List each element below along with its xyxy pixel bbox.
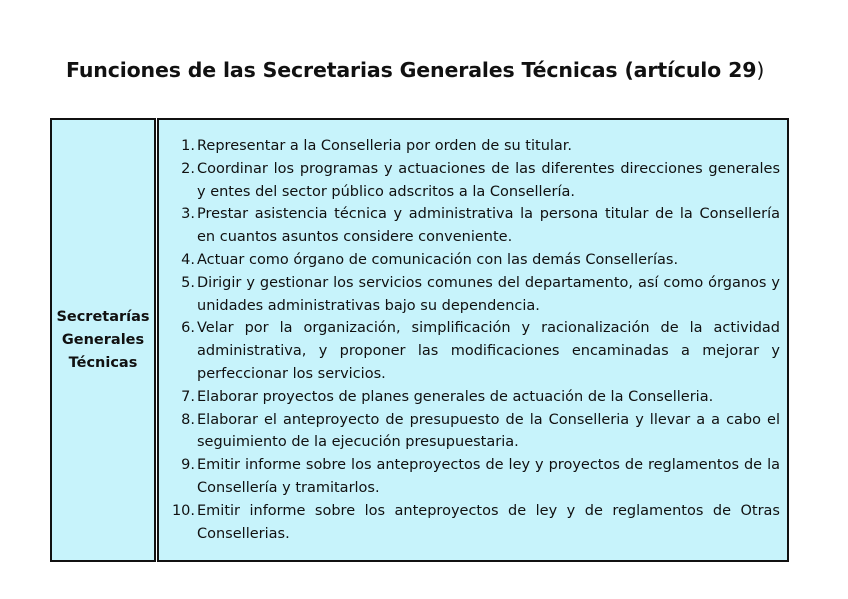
function-item-9 (159, 454, 780, 500)
secretarias-label-line-1: Secretarías (56, 308, 150, 325)
function-text: Emitir informe sobre los anteproyectos de ley y de reglamentos de Otras Consellerias. (197, 502, 780, 542)
secretarias-label-line-3: Técnicas (68, 354, 138, 371)
function-text: Elaborar proyectos de planes generales de actuación de la Conselleria. (197, 388, 714, 405)
page-title (66, 58, 764, 82)
function-item-2 (159, 158, 780, 204)
secretarias-label-cell (50, 118, 156, 562)
secretarias-label-line-2: Generales (61, 331, 145, 348)
function-number: 4. (181, 251, 195, 268)
function-number: 6. (181, 320, 195, 337)
function-number: 1. (181, 138, 195, 154)
secretarias-label (56, 306, 149, 375)
function-text: Dirigir y gestionar los servicios comunes del departamento, así como órganos y unidades administrativas bajo su dependencia. (197, 274, 780, 314)
function-text: Coordinar los programas y actuaciones de las diferentes direcciones generales y entes del sector público adscritos a la Consellería. (197, 160, 780, 200)
function-number: 2. (181, 160, 195, 177)
functions-cell (157, 118, 789, 562)
functions-list (159, 135, 780, 545)
function-number: 3. (181, 206, 195, 223)
page-title-closing-paren: ) (756, 58, 765, 82)
function-item-8 (159, 409, 780, 455)
function-number: 7. (181, 388, 195, 405)
function-item-7 (159, 386, 780, 409)
function-item-4 (159, 249, 780, 272)
function-number: 9. (181, 457, 195, 474)
function-item-10 (159, 500, 780, 546)
function-text: Emitir informe sobre los anteproyectos de ley y proyectos de reglamentos de la Consellería y tramitarlos. (197, 457, 780, 496)
function-item-1 (159, 135, 780, 158)
function-item-6 (159, 317, 780, 385)
function-text: Actuar como órgano de comunicación con las demás Consellerías. (197, 251, 679, 268)
function-number: 10. (171, 502, 195, 519)
function-text: Elaborar el anteproyecto de presupuesto de la Conselleria y llevar a a cabo el seguimiento de la ejecución presupuestaria. (197, 411, 780, 451)
function-number: 5. (181, 274, 195, 291)
page-title-text: Funciones de las Secretarias Generales Técnicas (artículo 29 (66, 58, 757, 82)
function-item-3 (159, 203, 780, 249)
function-text: Velar por la organización, simplificación y racionalización de la actividad administrativa, y proponer las modificaciones encaminadas a mejorar y perfeccionar los servicios. (197, 320, 780, 382)
function-number: 8. (181, 411, 195, 428)
function-text: Prestar asistencia técnica y administrativa la persona titular de la Consellería en cuantos asuntos considere conveniente. (197, 206, 780, 246)
function-text: Representar a la Conselleria por orden de su titular. (197, 138, 573, 154)
function-item-5 (159, 272, 780, 318)
